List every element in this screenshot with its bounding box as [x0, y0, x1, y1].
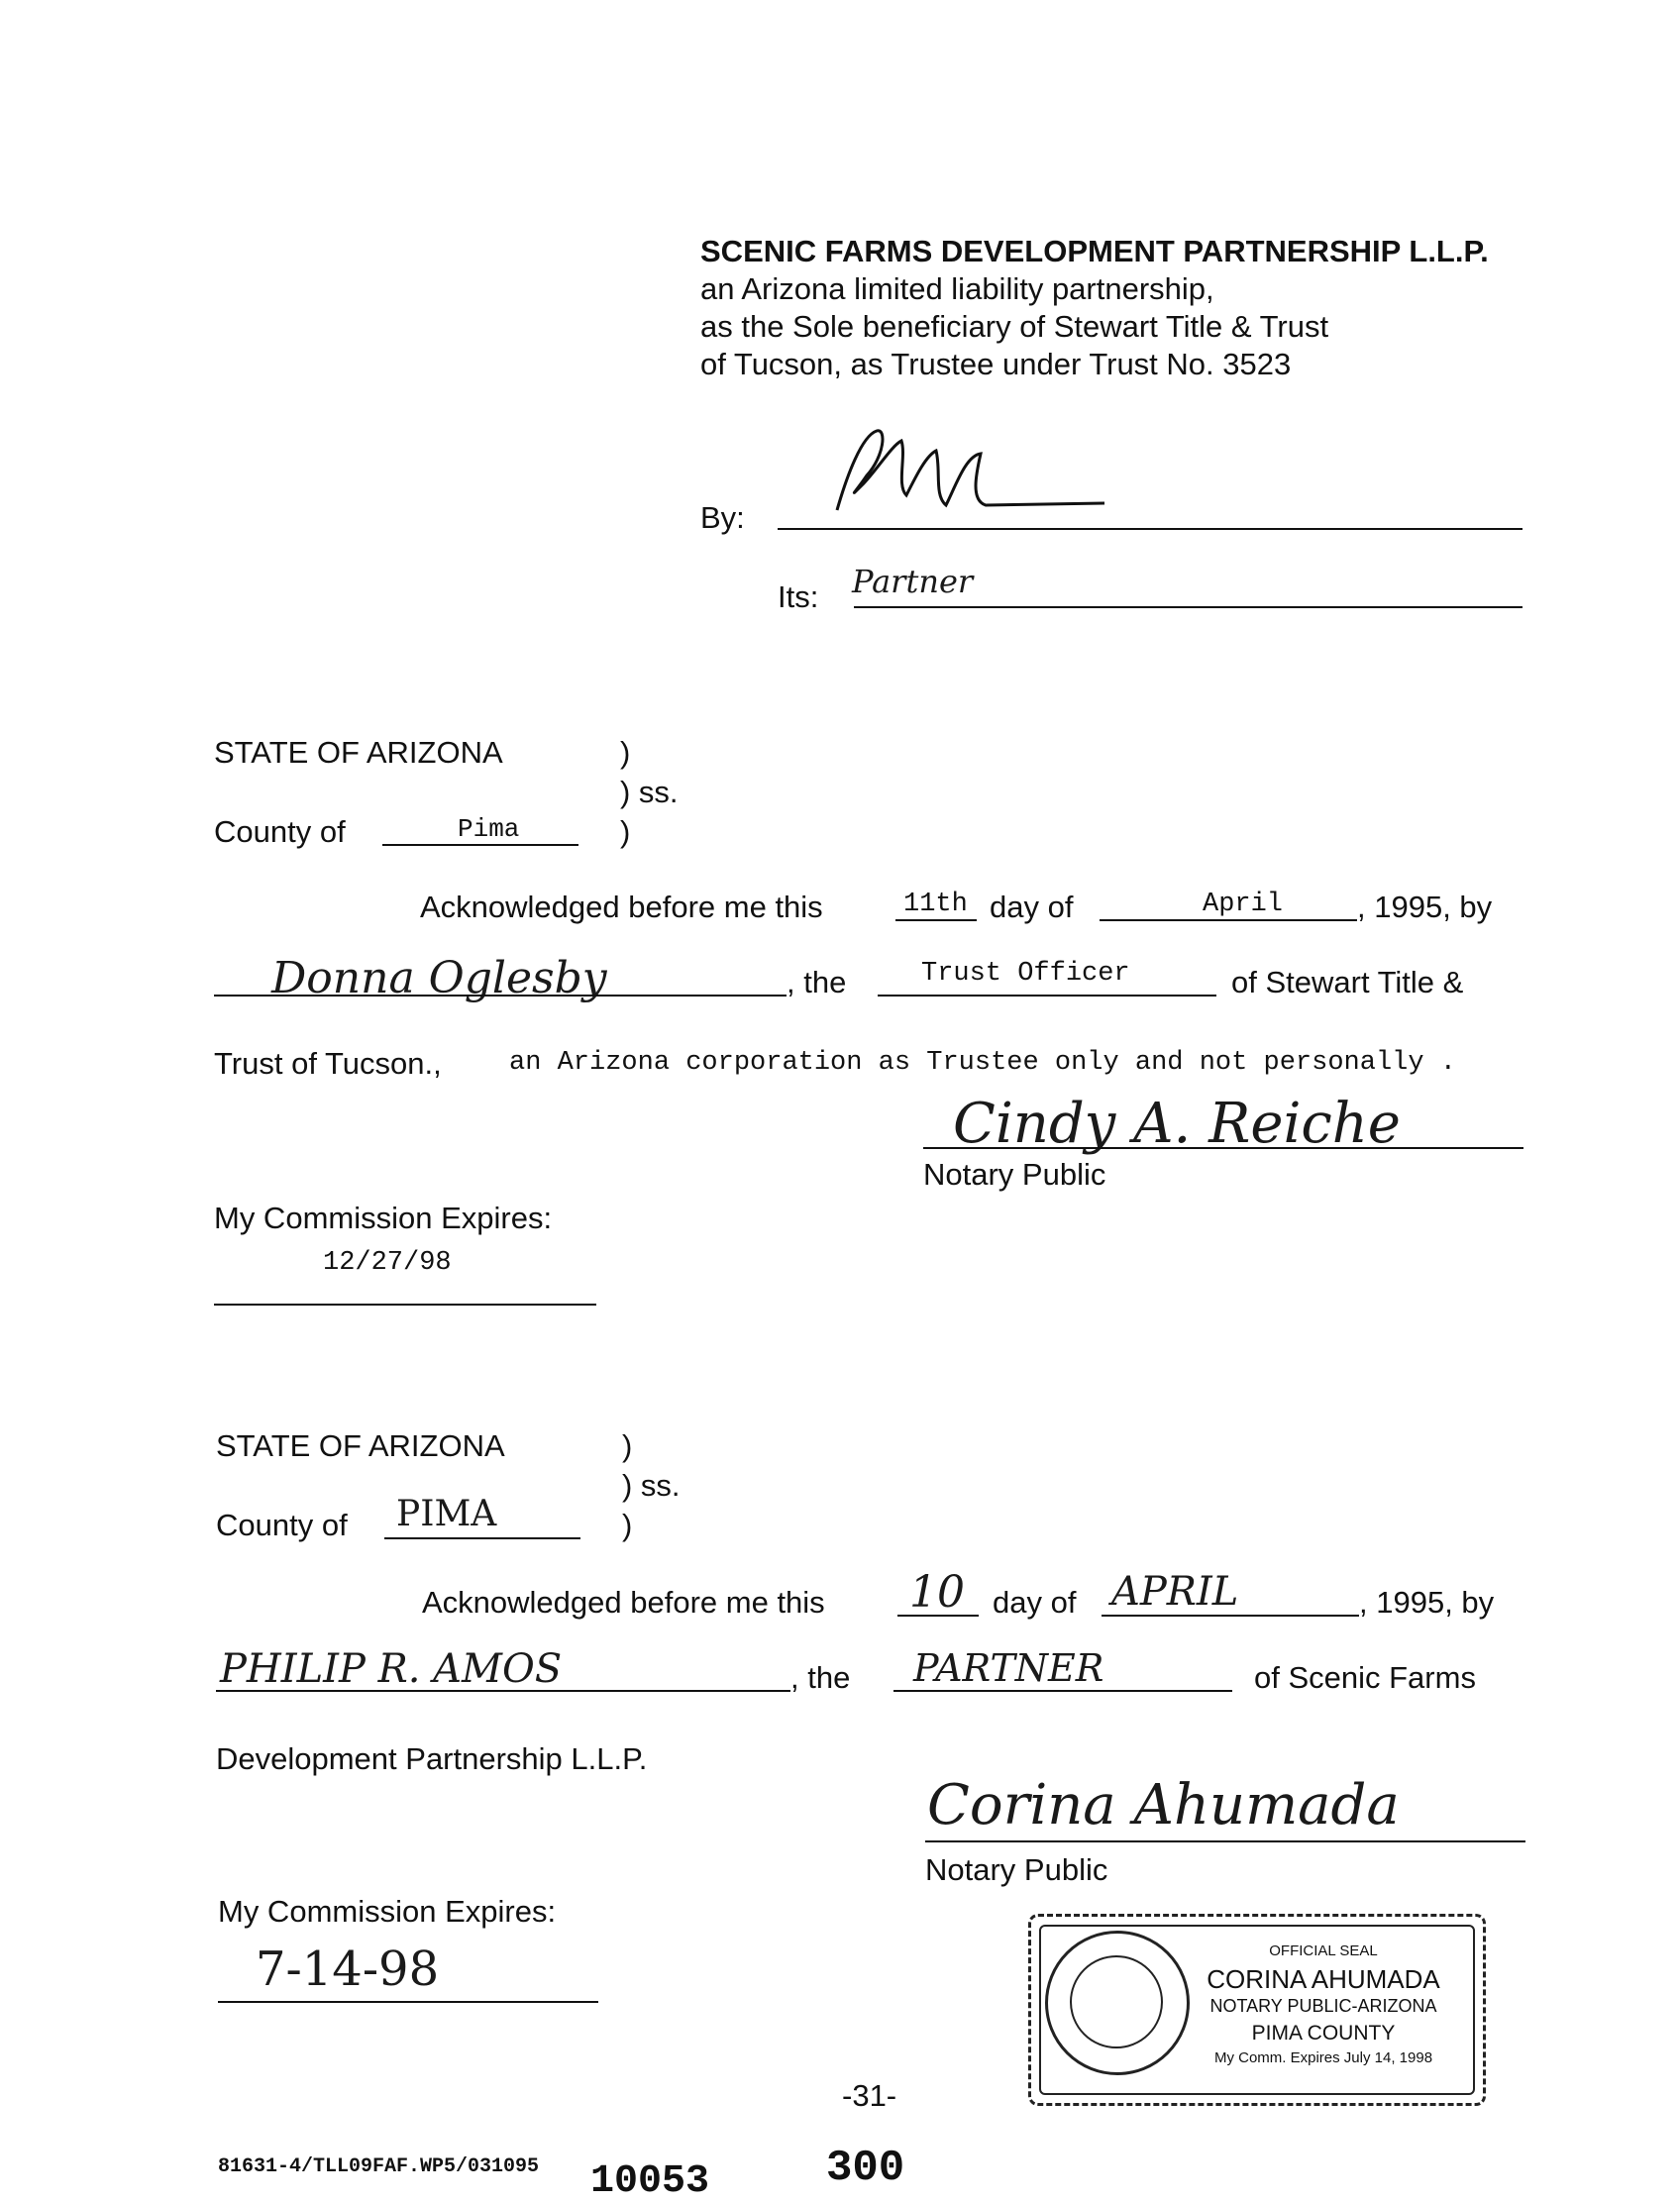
ack-year-by: , 1995, by — [1357, 890, 1493, 924]
arizona-state-seal-icon — [1045, 1931, 1190, 2075]
venue-ss: ) ss. — [620, 775, 679, 809]
ack-day-value: 11th — [903, 890, 968, 919]
ack-day-of: day of — [993, 1585, 1077, 1620]
ack-person: PHILIP R. AMOS — [220, 1646, 563, 1692]
ack-day-line — [895, 919, 977, 921]
page-number: -31- — [842, 2078, 897, 2113]
its-signature-line — [854, 606, 1522, 608]
ack-the: , the — [790, 1660, 851, 1695]
ack-of-entity: of Scenic Farms — [1254, 1660, 1476, 1695]
ack-prefix: Acknowledged before me this — [420, 890, 823, 924]
state-label: STATE OF ARIZONA — [214, 735, 503, 770]
notary-seal — [1028, 1914, 1486, 2106]
entity-line-a: Trust of Tucson., — [214, 1046, 442, 1081]
notary-signature-line — [925, 1840, 1525, 1842]
ack-month-line — [1100, 919, 1357, 921]
commission-value: 12/27/98 — [323, 1248, 452, 1278]
ack-month-value: APRIL — [1111, 1569, 1239, 1615]
county-value: Pima — [458, 814, 520, 844]
commission-label: My Commission Expires: — [218, 1894, 557, 1929]
ack-person-line — [214, 995, 787, 997]
ack-year-by: , 1995, by — [1359, 1585, 1495, 1620]
entity-name: SCENIC FARMS DEVELOPMENT PARTNERSHIP L.L.P. — [700, 234, 1489, 268]
commission-value: 7-14-98 — [256, 1942, 440, 1997]
seal-title: NOTARY PUBLIC-ARIZONA — [1209, 1996, 1437, 2016]
ack-person: Donna Oglesby — [271, 953, 607, 1003]
ack-day-of: day of — [990, 890, 1074, 924]
its-value: Partner — [852, 563, 974, 600]
ack-the: , the — [787, 965, 847, 999]
county-value: PIMA — [396, 1494, 497, 1534]
commission-line — [214, 1304, 596, 1306]
ack-month-line — [1102, 1615, 1359, 1617]
county-line — [382, 844, 578, 846]
by-signature-line — [778, 528, 1522, 530]
signature-scribble — [807, 416, 1134, 525]
seal-county: PIMA COUNTY — [1251, 2022, 1396, 2045]
ack-month-value: April — [1203, 890, 1284, 919]
ack-day-value: 10 — [909, 1567, 965, 1618]
venue-ss: ) ss. — [622, 1468, 681, 1503]
entity-line-b: an Arizona corporation as Trustee only and not personally . — [509, 1048, 1456, 1078]
entity-description-line: of Tucson, as Trustee under Trust No. 3523 — [700, 347, 1292, 381]
ack-person-line — [216, 1690, 790, 1692]
ack-title: Trust Officer — [921, 959, 1130, 989]
notary-signature: Cindy A. Reiche — [953, 1092, 1401, 1156]
notary-signature: Corina Ahumada — [927, 1773, 1400, 1837]
commission-label: My Commission Expires: — [214, 1201, 553, 1235]
its-label: Its: — [778, 579, 819, 614]
state-label: STATE OF ARIZONA — [216, 1428, 505, 1463]
seal-official: OFFICIAL SEAL — [1269, 1942, 1378, 1959]
ack-of-entity: of Stewart Title & — [1231, 965, 1464, 999]
entity-description-line: an Arizona limited liability partnership, — [700, 271, 1214, 306]
county-label: County of — [214, 814, 346, 849]
venue-paren: ) — [622, 1428, 633, 1463]
by-label: By: — [700, 500, 745, 535]
recording-stamp-a: 10053 — [590, 2159, 710, 2204]
entity-description-line: as the Sole beneficiary of Stewart Title & Trust — [700, 309, 1329, 344]
notary-label: Notary Public — [923, 1157, 1106, 1192]
commission-line — [218, 2001, 598, 2003]
seal-emblem-center — [1070, 1955, 1163, 2048]
venue-paren: ) — [620, 814, 631, 849]
venue-paren: ) — [620, 735, 631, 770]
seal-name: CORINA AHUMADA — [1207, 1964, 1440, 1994]
ack-title-line — [893, 1690, 1232, 1692]
notary-signature-line — [923, 1147, 1523, 1149]
file-reference: 81631-4/TLL09FAF.WP5/031095 — [218, 2155, 540, 2178]
venue-paren: ) — [622, 1508, 633, 1542]
ack-prefix: Acknowledged before me this — [422, 1585, 825, 1620]
ack-day-line — [897, 1615, 979, 1617]
recording-stamp-b: 300 — [826, 2144, 905, 2193]
notary-label: Notary Public — [925, 1852, 1108, 1887]
ack-title-line — [878, 995, 1216, 997]
ack-title: PARTNER — [913, 1646, 1104, 1690]
seal-expires: My Comm. Expires July 14, 1998 — [1213, 2049, 1433, 2066]
county-line — [384, 1537, 580, 1539]
county-label: County of — [216, 1508, 348, 1542]
entity-line: Development Partnership L.L.P. — [216, 1741, 648, 1776]
